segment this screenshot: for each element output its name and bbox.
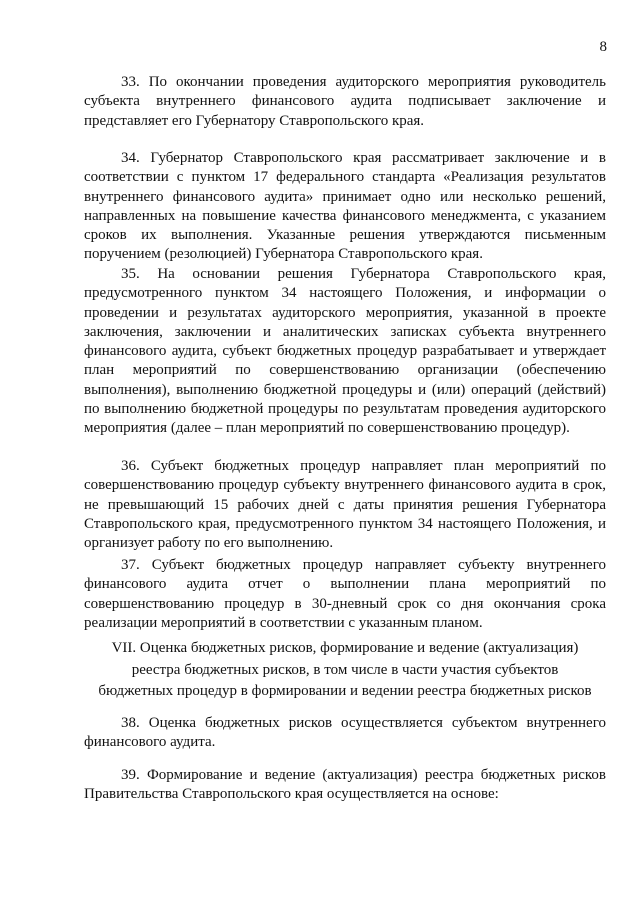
paragraph-33: 33. По окончании проведения аудиторского мероприятия руководитель субъекта внутреннего финансового аудита подписывает заключение и представляет его Губернатору Ставропольского края. (84, 74, 606, 129)
page-number: 8 (599, 39, 607, 55)
paragraph-36: 36. Субъект бюджетных процедур направляет план мероприятий по совершенствованию процедур субъекту внутреннего финансового аудита в срок, не превышающий 15 рабочих дней с даты принятия решения Губернатора Ставропольского края, предусмотренного пунктом 34 настоящего Положения, и организует работу по его выполнению. (84, 458, 606, 552)
paragraph-38: 38. Оценка бюджетных рисков осуществляется субъектом внутреннего финансового аудита. (84, 715, 606, 751)
paragraph-35: 35. На основании решения Губернатора Ставропольского края, предусмотренного пунктом 34 настоящего Положения, и информации о проведении и результатах аудиторского мероприятия, указанной в проекте заключения, заключении и аналитических записках субъекта внутреннего финансового аудита, субъект бюджетных процедур разрабатывает и утверждает план мероприятий по совершенствованию организации (обеспечению выполнения), выполнению бюджетной процедуры и (или) операций (действий) по выполнению бюджетной процедуры по результатам проведения аудиторского мероприятия (далее – план мероприятий по совершенствованию процедур). (84, 266, 606, 437)
paragraph-37: 37. Субъект бюджетных процедур направляет субъекту внутреннего финансового аудита отчет о выполнении плана мероприятий по совершенствованию процедур в 30-дневный срок со дня окончания срока реализации мероприятий в соответствии с указанным планом. (84, 557, 606, 631)
section-heading-line-2: реестра бюджетных рисков, в том числе в части участия субъектов (131, 661, 559, 678)
paragraph-34: 34. Губернатор Ставропольского края рассматривает заключение и в соответствии с пунктом 17 федерального стандарта «Реализация результатов внутреннего финансового аудита» принимает одно или несколько решений, направленных на повышение качества финансового менеджмента, с указанием сроков их выполнения. Указанные решения утверждаются письменным поручением (резолюцией) Губернатора Ставропольского края. (84, 150, 606, 263)
section-heading-line-1: VII. Оценка бюджетных рисков, формирование и ведение (актуализация) (111, 640, 579, 656)
section-heading-vii (84, 638, 606, 703)
paragraph-39: 39. Формирование и ведение (актуализация) реестра бюджетных рисков Правительства Ставропольского края осуществляется на основе: (84, 767, 606, 803)
section-heading-line-3: бюджетных процедур в формировании и ведении реестра бюджетных рисков (98, 683, 592, 699)
